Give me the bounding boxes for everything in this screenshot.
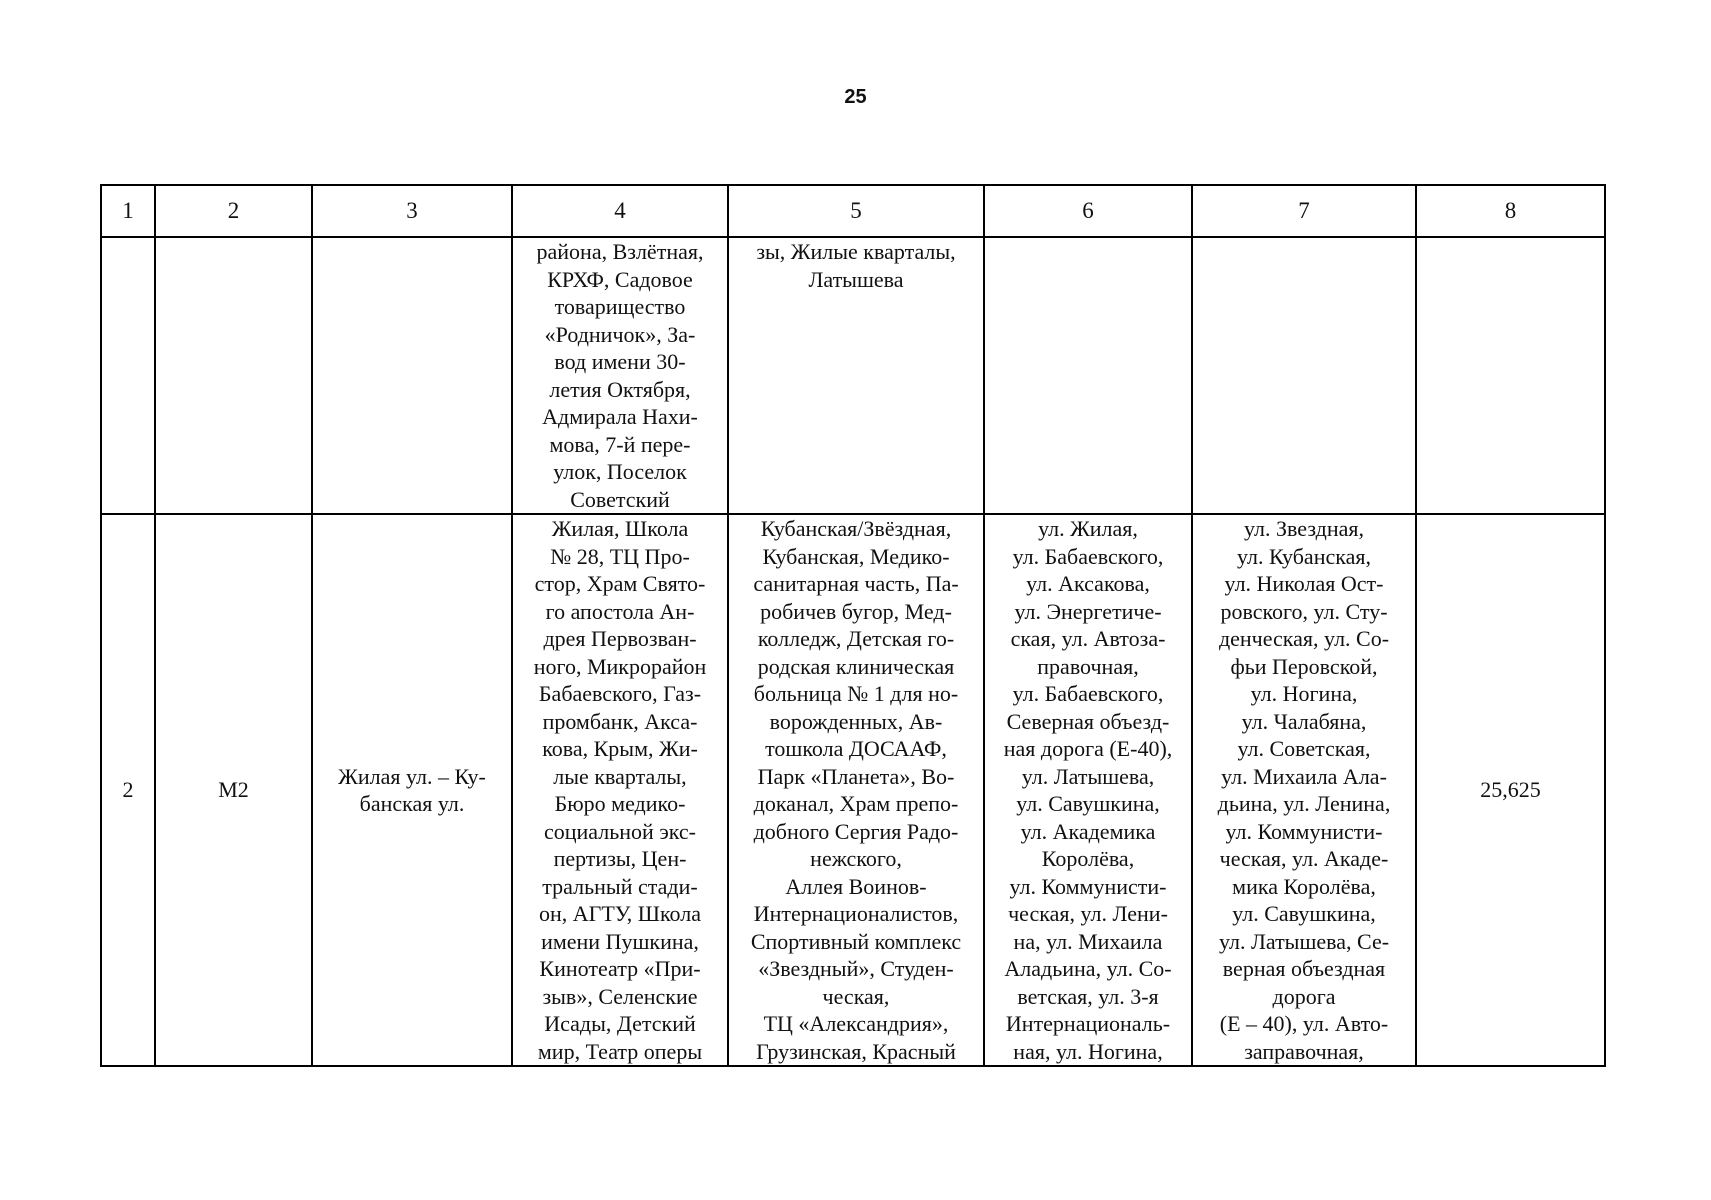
table-row-continuation [101, 237, 1605, 514]
cell-stops-forward: Жилая, Школа № 28, ТЦ Про- стор, Храм Свято- го апостола Ан- дрея Первозван- ного, Микрорайон Бабаевского, Газ- промбанк, Акса- кова, Крым, Жи- лые кварталы, Бюро медико- социальной экс- пертизы, Цен- тральный стади- он, АГТУ, Школа имени Пушкина, Кинотеатр «При- зыв», Селенские Исады, Детский мир, Театр оперы [512, 514, 728, 1066]
cell-route-path [312, 237, 512, 514]
column-header: 4 [512, 185, 728, 237]
cell-streets-forward: ул. Жилая, ул. Бабаевского, ул. Аксакова, ул. Энергетиче- ская, ул. Автоза- правочная, ул. Бабаевского, Северная объезд- ная дорога (Е-40), ул. Латышева, ул. Савушкина, ул. Академика Королёва, ул. Коммунисти- ческая, ул. Лени- на, ул. Михаила Аладьина, ул. Со- ветская, ул. 3-я Интернациональ- ная, ул. Ногина, [984, 514, 1192, 1066]
column-header: 5 [728, 185, 984, 237]
cell-streets-forward [984, 237, 1192, 514]
page-number: 25 [844, 86, 867, 108]
table-row-route-m2 [101, 514, 1605, 1066]
cell-streets-backward [1192, 237, 1416, 514]
cell-stops-forward: района, Взлётная, КРХФ, Садовое товарищество «Родничок», За- вод имени 30- летия Октября, Адмирала Нахи- мова, 7-й пере- улок, Поселок Советский [512, 237, 728, 514]
cell-streets-backward: ул. Звездная, ул. Кубанская, ул. Николая Ост- ровского, ул. Сту- денческая, ул. Со- фьи Перовской, ул. Ногина, ул. Чалабяна, ул. Советская, ул. Михаила Ала- дьина, ул. Ленина, ул. Коммунисти- ческая, ул. Акаде- мика Королёва, ул. Савушкина, ул. Латышева, Се- верная объездная дорога (Е – 40), ул. Авто- заправочная, [1192, 514, 1416, 1066]
cell-stops-backward: Кубанская/Звёздная, Кубанская, Медико- санитарная часть, Па- робичев бугор, Мед- колледж, Детская го- родская клиническая больница № 1 для но- ворожденных, Ав- тошкола ДОСААФ, Парк «Планета», Во- доканал, Храм препо- добного Сергия Радо- нежского, Аллея Воинов- Интернационалистов, Спортивный комплекс «Звездный», Студен- ческая, ТЦ «Александрия», Грузинская, Красный [728, 514, 984, 1066]
cell-route-code [155, 237, 312, 514]
cell-route-number [101, 237, 155, 514]
column-header: 1 [101, 185, 155, 237]
cell-route-length: 25,625 [1416, 514, 1605, 1066]
column-header: 2 [155, 185, 312, 237]
route-table [100, 184, 1606, 1067]
cell-stops-backward: зы, Жилые кварталы, Латышева [728, 237, 984, 514]
cell-route-path: Жилая ул. – Ку- банская ул. [312, 514, 512, 1066]
cell-route-length [1416, 237, 1605, 514]
cell-route-code: М2 [155, 514, 312, 1066]
table-header-row [101, 185, 1605, 237]
column-header: 7 [1192, 185, 1416, 237]
column-header: 6 [984, 185, 1192, 237]
column-header: 8 [1416, 185, 1605, 237]
column-header: 3 [312, 185, 512, 237]
cell-route-number: 2 [101, 514, 155, 1066]
